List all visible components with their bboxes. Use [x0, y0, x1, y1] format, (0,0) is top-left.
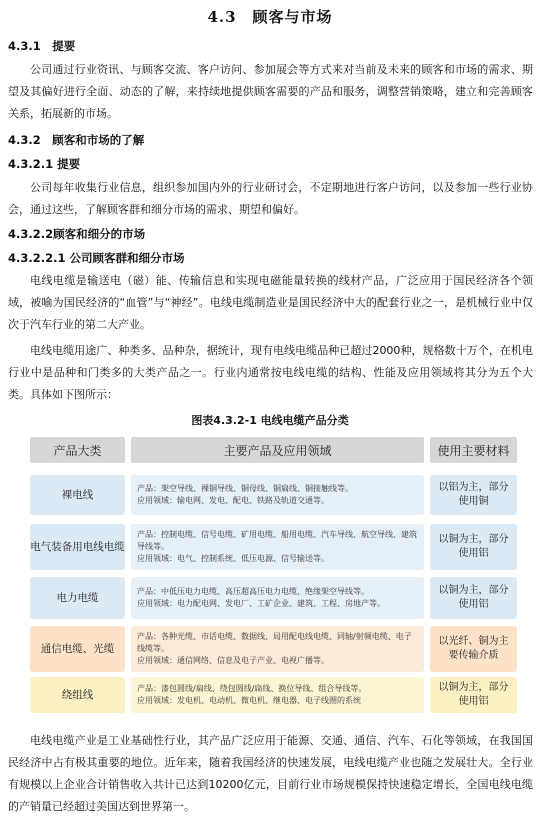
fields-text: 应用领域：输电网、发电、配电、铁路及轨道交通等。	[137, 496, 329, 505]
category-cell: 电气装备用电线电缆	[30, 524, 125, 570]
heading-4-3-2-1: 4.3.2.1 提要	[8, 157, 81, 171]
heading-4-3-2-2: 4.3.2.2顾客和细分的市场	[8, 227, 146, 241]
products-text: 产品：中低压电力电缆、高压超高压电力电缆、绝缘架空导线等。	[137, 587, 369, 596]
table-row	[25, 524, 520, 570]
heading-4-3-2: 4.3.2 顾客和市场的了解	[8, 133, 145, 147]
figure-caption: 图表4.3.2-1 电线电缆产品分类	[191, 414, 349, 427]
paragraph-industry-summary: 电线电缆产业是工业基础性行业，其产品广泛应用于能源、交通、通信、汽车、石化等领域，在我国国民经济中占有极其重要的地位。近年来，随着我国经济的快速发展，电线电缆产业也随之发展壮大。全行业有规模以上企业合计销售收入共计已达到10200亿元，目前行业市场规模保持快速稳定增长，全国电线电缆的产销量已经超过美国达到世界第一。	[8, 734, 533, 813]
material-cell: 以铜为主，部分使用铝	[430, 577, 517, 619]
heading-4-3-1: 4.3.1 提要	[8, 39, 76, 53]
header-products-fields: 主要产品及应用领域	[131, 437, 424, 463]
fields-text: 应用领域：通信网络、信息及电子产业、电视广播等。	[137, 656, 329, 665]
material-cell: 以铜为主，部分使用铝	[430, 677, 517, 713]
table-row	[25, 626, 520, 672]
category-cell: 通信电缆、光缆	[30, 626, 125, 672]
products-text: 产品：控制电缆、信号电缆、矿用电缆、船用电缆、汽车导线、航空导线、建筑导线等。	[137, 530, 417, 551]
products-cell	[131, 677, 424, 713]
category-cell: 裸电线	[30, 475, 125, 515]
section-title: 4.3 顾客与市场	[207, 8, 333, 26]
header-material: 使用主要材料	[430, 437, 517, 463]
header-category: 产品大类	[30, 437, 125, 463]
paragraph-cable-types: 电线电缆用途广、种类多、品种杂，据统计，现有电线电缆品种已超过2000种，规格数十万个，在机电行业中是品种和门类多的大类产品之一。行业内通常按电线电缆的结构、性能及应用领域将其分为五个大类。具体如下图所示：	[8, 344, 533, 401]
heading-4-3-2-2-1: 4.3.2.2.1 公司顾客群和细分市场	[8, 251, 185, 265]
paragraph-4-3-2-1: 公司每年收集行业信息，组织参加国内外的行业研讨会，不定期地进行客户访问，以及参加一些行业协会，通过这些，了解顾客群和细分市场的需求、期望和偏好。	[8, 181, 533, 216]
material-cell: 以铜为主，部分使用铝	[430, 524, 517, 570]
category-cell: 绕组线	[30, 677, 125, 713]
category-cell: 电力电缆	[30, 577, 125, 619]
products-text: 产品：漆包圆线/扁线、绕包圆线/扁线、换位导线、组合导线等。	[137, 684, 367, 693]
product-classification-table	[25, 433, 520, 713]
products-cell	[131, 626, 424, 672]
paragraph-cable-intro: 电线电缆是输送电（磁）能、传输信息和实现电磁能量转换的线材产品，广泛应用于国民经济各个领域，被喻为国民经济的“血管”与“神经”。电线电缆制造业是国民经济中大的配套行业之一，是机械行业中仅次于汽车行业的第二大产业。	[8, 274, 533, 331]
fields-text: 应用领域：发电机、电动机、微电机、继电器、电子线圈的系统	[137, 696, 361, 705]
table-row	[25, 577, 520, 619]
material-cell: 以光纤、铜为主要传输介质	[430, 626, 517, 672]
paragraph-4-3-1: 公司通过行业资讯、与顾客交流、客户访问、参加展会等方式来对当前及未来的顾客和市场的需求、期望及其偏好进行全面、动态的了解，来持续地提供顾客需要的产品和服务，调整营销策略，建立和完善顾客关系，拓展新的市场。	[8, 63, 533, 120]
material-cell: 以铝为主，部分使用铜	[430, 475, 517, 515]
table-row	[25, 475, 520, 515]
products-cell	[131, 524, 424, 570]
products-cell	[131, 577, 424, 619]
fields-text: 应用领域：电力配电网、发电厂、工矿企业、建筑、工程、房地产等。	[137, 599, 385, 608]
fields-text: 应用领域：电气、控制系统、低压电源、信号输送等。	[137, 554, 329, 563]
products-text: 产品：架空导线、裸铜导线、铜母线、铜扁线、铜接触线等。	[137, 484, 353, 493]
products-cell	[131, 475, 424, 515]
products-text: 产品：各种光缆、市话电缆、数据线、局用配电线电缆、同轴/射频电缆、电子线缆等。	[137, 632, 412, 653]
table-row	[25, 677, 520, 713]
